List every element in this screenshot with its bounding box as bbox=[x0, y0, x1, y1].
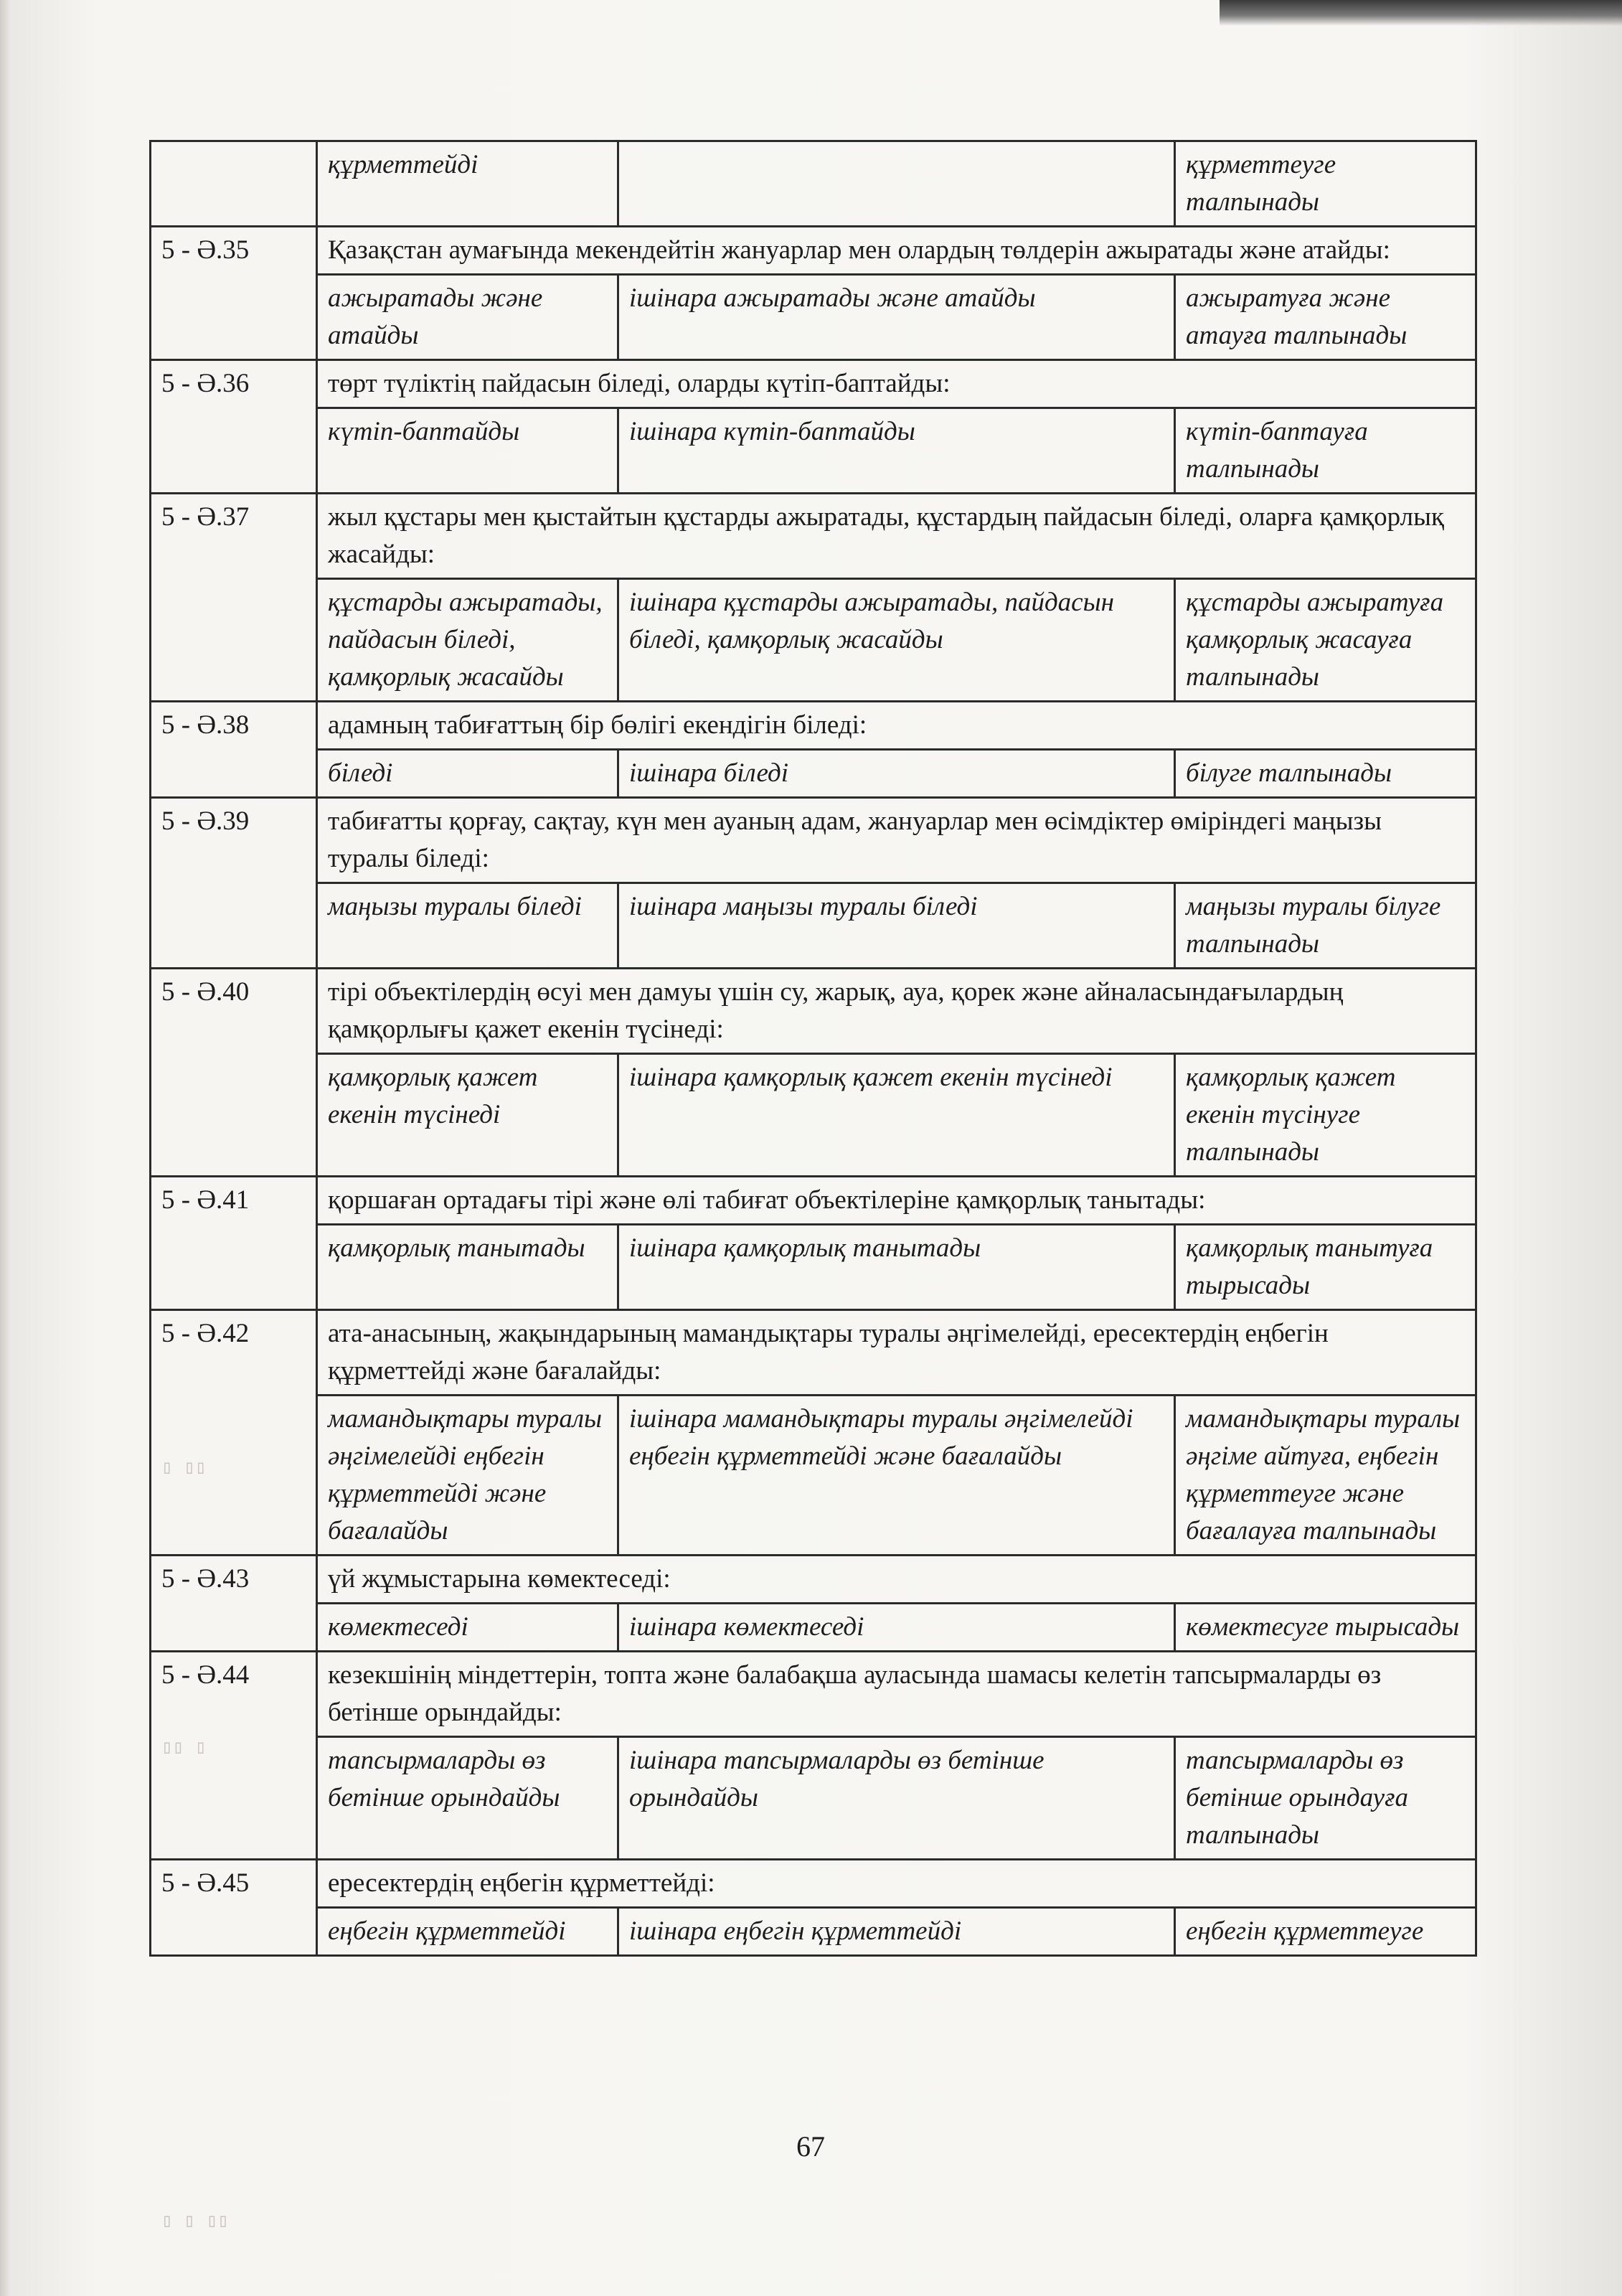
requirement-text: үй жұмыстарына көмектеседі: bbox=[317, 1556, 1476, 1604]
requirement-row bbox=[151, 227, 1476, 275]
criterion-code: 5 - Ә.40 bbox=[151, 969, 317, 1177]
requirement-row bbox=[151, 494, 1476, 579]
level-1-cell: қамқорлық қажет екенін түсінеді bbox=[317, 1054, 618, 1177]
criterion-code: 5 - Ә.36 bbox=[151, 360, 317, 494]
requirement-text: төрт түліктің пайдасын біледі, оларды күтіп-баптайды: bbox=[317, 360, 1476, 408]
requirement-text: жыл құстары мен қыстайтын құстарды ажыратады, құстардың пайдасын біледі, оларға қамқорлық жасайды: bbox=[317, 494, 1476, 579]
criteria-table bbox=[149, 140, 1477, 1957]
level-3-cell: тапсырмаларды өз бетінше орындауға талпынады bbox=[1175, 1737, 1476, 1860]
level-2-cell: ішінара мамандықтары туралы әңгімелейді еңбегін құрметтейді және бағалайды bbox=[618, 1396, 1175, 1556]
criterion-code: 5 - Ә.39 bbox=[151, 798, 317, 969]
requirement-row bbox=[151, 1310, 1476, 1396]
levels-row bbox=[151, 1908, 1476, 1956]
requirement-row bbox=[151, 702, 1476, 750]
requirement-row bbox=[151, 1177, 1476, 1225]
levels-row bbox=[151, 275, 1476, 360]
level-1-cell: біледі bbox=[317, 750, 618, 798]
criterion-code: 5 - Ә.44 bbox=[151, 1652, 317, 1860]
levels-row bbox=[151, 1604, 1476, 1652]
level-2-cell: ішінара қамқорлық қажет екенін түсінеді bbox=[618, 1054, 1175, 1177]
requirement-row bbox=[151, 969, 1476, 1054]
criterion-code: 5 - Ә.42 bbox=[151, 1310, 317, 1556]
level-2-cell: ішінара күтіп-баптайды bbox=[618, 408, 1175, 494]
level-1-cell: еңбегін құрметтейді bbox=[317, 1908, 618, 1956]
bleed-through-mark: ▯▯ ▯ bbox=[161, 1736, 207, 1758]
code-cell bbox=[151, 141, 317, 227]
level-3-cell: ажыратуға және атауға талпынады bbox=[1175, 275, 1476, 360]
requirement-text: қоршаған ортадағы тірі және өлі табиғат объектілеріне қамқорлық танытады: bbox=[317, 1177, 1476, 1225]
level-1-cell: мамандықтары туралы әңгімелейді еңбегін құрметтейді және бағалайды bbox=[317, 1396, 618, 1556]
requirement-text: ата-анасының, жақындарының мамандықтары туралы әңгімелейді, ересектердің еңбегін құрметтейді және бағалайды: bbox=[317, 1310, 1476, 1396]
level-3-cell: көмектесуге тырысады bbox=[1175, 1604, 1476, 1652]
requirement-text: тірі объектілердің өсуі мен дамуы үшін су, жарық, ауа, қорек және айналасындағылардың қамқорлығы қажет екенін түсінеді: bbox=[317, 969, 1476, 1054]
level-2-cell: ішінара көмектеседі bbox=[618, 1604, 1175, 1652]
bleed-through-mark: ▯ ▯ ▯▯ bbox=[161, 2210, 229, 2231]
levels-row bbox=[151, 579, 1476, 702]
levels-row bbox=[151, 408, 1476, 494]
criterion-code: 5 - Ә.35 bbox=[151, 227, 317, 360]
requirement-text: ересектердің еңбегін құрметтейді: bbox=[317, 1860, 1476, 1908]
level-3-cell: күтіп-баптауға талпынады bbox=[1175, 408, 1476, 494]
requirement-row bbox=[151, 798, 1476, 883]
levels-row bbox=[151, 1054, 1476, 1177]
level-3-cell: қамқорлық қажет екенін түсінуге талпынады bbox=[1175, 1054, 1476, 1177]
requirement-text: Қазақстан аумағында мекендейтін жануарлар мен олардың төлдерін ажыратады және атайды: bbox=[317, 227, 1476, 275]
levels-row bbox=[151, 750, 1476, 798]
page-edge-shadow bbox=[0, 0, 10, 2296]
criterion-code: 5 - Ә.38 bbox=[151, 702, 317, 798]
page-number: 67 bbox=[796, 2130, 825, 2163]
level-2-cell bbox=[618, 141, 1175, 227]
criterion-code: 5 - Ә.43 bbox=[151, 1556, 317, 1652]
level-3-cell: білуге талпынады bbox=[1175, 750, 1476, 798]
level-1-cell: ажыратады және атайды bbox=[317, 275, 618, 360]
level-2-cell: ішінара қамқорлық танытады bbox=[618, 1225, 1175, 1310]
level-2-cell: ішінара біледі bbox=[618, 750, 1175, 798]
criterion-code: 5 - Ә.37 bbox=[151, 494, 317, 702]
level-1-cell: тапсырмаларды өз бетінше орындайды bbox=[317, 1737, 618, 1860]
requirement-row bbox=[151, 360, 1476, 408]
level-3-cell: мамандықтары туралы әңгіме айтуға, еңбегін құрметтеуге және бағалауға талпынады bbox=[1175, 1396, 1476, 1556]
level-2-cell: ішінара құстарды ажыратады, пайдасын біледі, қамқорлық жасайды bbox=[618, 579, 1175, 702]
bleed-through-mark: ▯ ▯▯ bbox=[161, 1457, 207, 1478]
levels-row bbox=[151, 883, 1476, 969]
level-2-cell: ішінара еңбегін құрметтейді bbox=[618, 1908, 1175, 1956]
level-3-cell: еңбегін құрметтеуге bbox=[1175, 1908, 1476, 1956]
levels-row bbox=[151, 1396, 1476, 1556]
criterion-code: 5 - Ә.45 bbox=[151, 1860, 317, 1956]
level-1-cell: көмектеседі bbox=[317, 1604, 618, 1652]
level-2-cell: ішінара маңызы туралы біледі bbox=[618, 883, 1175, 969]
level-1-cell: қамқорлық танытады bbox=[317, 1225, 618, 1310]
level-1-cell: маңызы туралы біледі bbox=[317, 883, 618, 969]
level-3-cell: маңызы туралы білуге талпынады bbox=[1175, 883, 1476, 969]
level-1-cell: құстарды ажыратады, пайдасын біледі, қамқорлық жасайды bbox=[317, 579, 618, 702]
requirement-row bbox=[151, 1556, 1476, 1604]
level-3-cell: құстарды ажыратуға қамқорлық жасауға талпынады bbox=[1175, 579, 1476, 702]
requirement-text: адамның табиғаттың бір бөлігі екендігін біледі: bbox=[317, 702, 1476, 750]
requirement-row bbox=[151, 1860, 1476, 1908]
requirement-text: кезекшінің міндеттерін, топта және балабақша ауласында шамасы келетін тапсырмаларды өз бетінше орындайды: bbox=[317, 1652, 1476, 1737]
table-row-continued bbox=[151, 141, 1476, 227]
level-1-cell: құрметтейді bbox=[317, 141, 618, 227]
requirement-text: табиғатты қорғау, сақтау, күн мен ауаның адам, жануарлар мен өсімдіктер өміріндегі маңызы туралы біледі: bbox=[317, 798, 1476, 883]
criterion-code: 5 - Ә.41 bbox=[151, 1177, 317, 1310]
scan-edge-shadow bbox=[1220, 0, 1622, 26]
level-2-cell: ішінара тапсырмаларды өз бетінше орындайды bbox=[618, 1737, 1175, 1860]
level-3-cell: құрметтеуге талпынады bbox=[1175, 141, 1476, 227]
levels-row bbox=[151, 1737, 1476, 1860]
level-1-cell: күтіп-баптайды bbox=[317, 408, 618, 494]
levels-row bbox=[151, 1225, 1476, 1310]
requirement-row bbox=[151, 1652, 1476, 1737]
level-2-cell: ішінара ажыратады және атайды bbox=[618, 275, 1175, 360]
level-3-cell: қамқорлық танытуға тырысады bbox=[1175, 1225, 1476, 1310]
